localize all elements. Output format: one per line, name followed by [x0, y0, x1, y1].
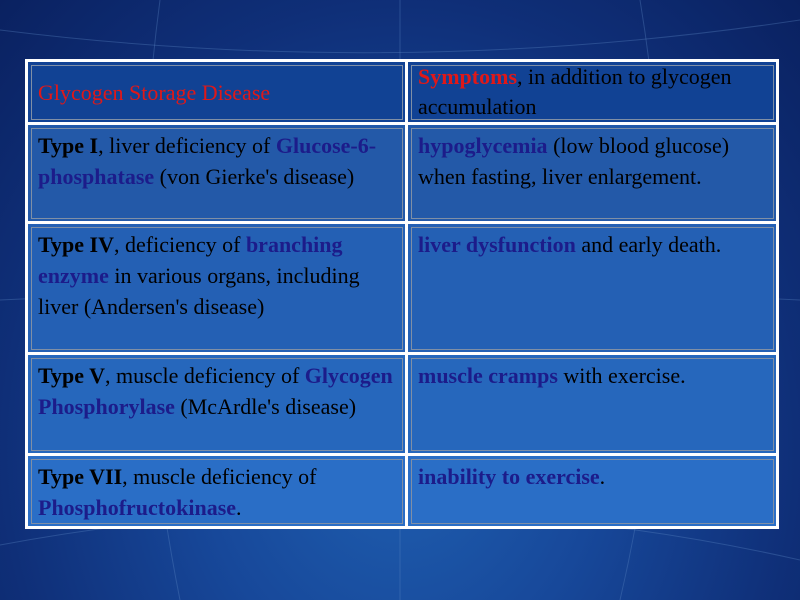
- table-row: [27, 354, 778, 455]
- symptom-rest: .: [599, 464, 606, 489]
- disease-type: Type V: [38, 363, 106, 388]
- table-row: [27, 124, 778, 223]
- symptom-rest: with exercise.: [557, 363, 686, 388]
- disease-desc-rest: (von Gierke's disease): [154, 164, 355, 189]
- symptom-name: liver dysfunction: [418, 232, 576, 257]
- symptom-name: hypoglycemia: [418, 133, 548, 158]
- disease-desc: , muscle deficiency of: [122, 464, 317, 489]
- disease-type: Type VII: [38, 464, 123, 489]
- enzyme-name: branching enzyme: [38, 232, 343, 288]
- symptom-rest: and early death.: [575, 232, 722, 257]
- symptom-name: inability to exercise: [418, 464, 600, 489]
- table-row: [27, 455, 778, 528]
- symptom-cell: [407, 354, 778, 455]
- enzyme-name: Glucose-6-phosphatase: [38, 133, 377, 189]
- symptom-rest: (low blood glucose) when fasting, liver enlargement.: [418, 133, 730, 189]
- disease-cell: [27, 354, 407, 455]
- header-cell-symptoms: [407, 61, 778, 124]
- disease-cell: [27, 223, 407, 354]
- disease-cell: [27, 455, 407, 528]
- symptom-name: muscle cramps: [418, 363, 558, 388]
- symptom-cell: [407, 223, 778, 354]
- disease-desc-rest: (McArdle's disease): [174, 394, 357, 419]
- header-symptoms-label: Symptoms: [418, 64, 518, 89]
- disease-desc-rest: .: [236, 495, 242, 520]
- disease-desc: , liver deficiency of: [98, 133, 276, 158]
- disease-desc-rest: in various organs, including liver (Andersen's disease): [38, 263, 360, 319]
- table-row: [27, 223, 778, 354]
- disease-cell: [27, 124, 407, 223]
- header-cell-disease: [27, 61, 407, 124]
- symptom-cell: [407, 124, 778, 223]
- disease-type: Type I: [38, 133, 99, 158]
- disease-type: Type IV: [38, 232, 114, 257]
- enzyme-name: Phosphofructokinase: [38, 495, 237, 520]
- disease-desc: , deficiency of: [114, 232, 246, 257]
- glycogen-storage-disease-table: [25, 59, 779, 529]
- header-symptoms-rest: , in addition to glycogen accumulation: [418, 64, 732, 119]
- disease-desc: , muscle deficiency of: [105, 363, 305, 388]
- enzyme-name: Glycogen Phosphorylase: [38, 363, 393, 419]
- header-disease-label: Glycogen Storage Disease: [38, 79, 271, 105]
- table-header-row: [27, 61, 778, 124]
- symptom-cell: [407, 455, 778, 528]
